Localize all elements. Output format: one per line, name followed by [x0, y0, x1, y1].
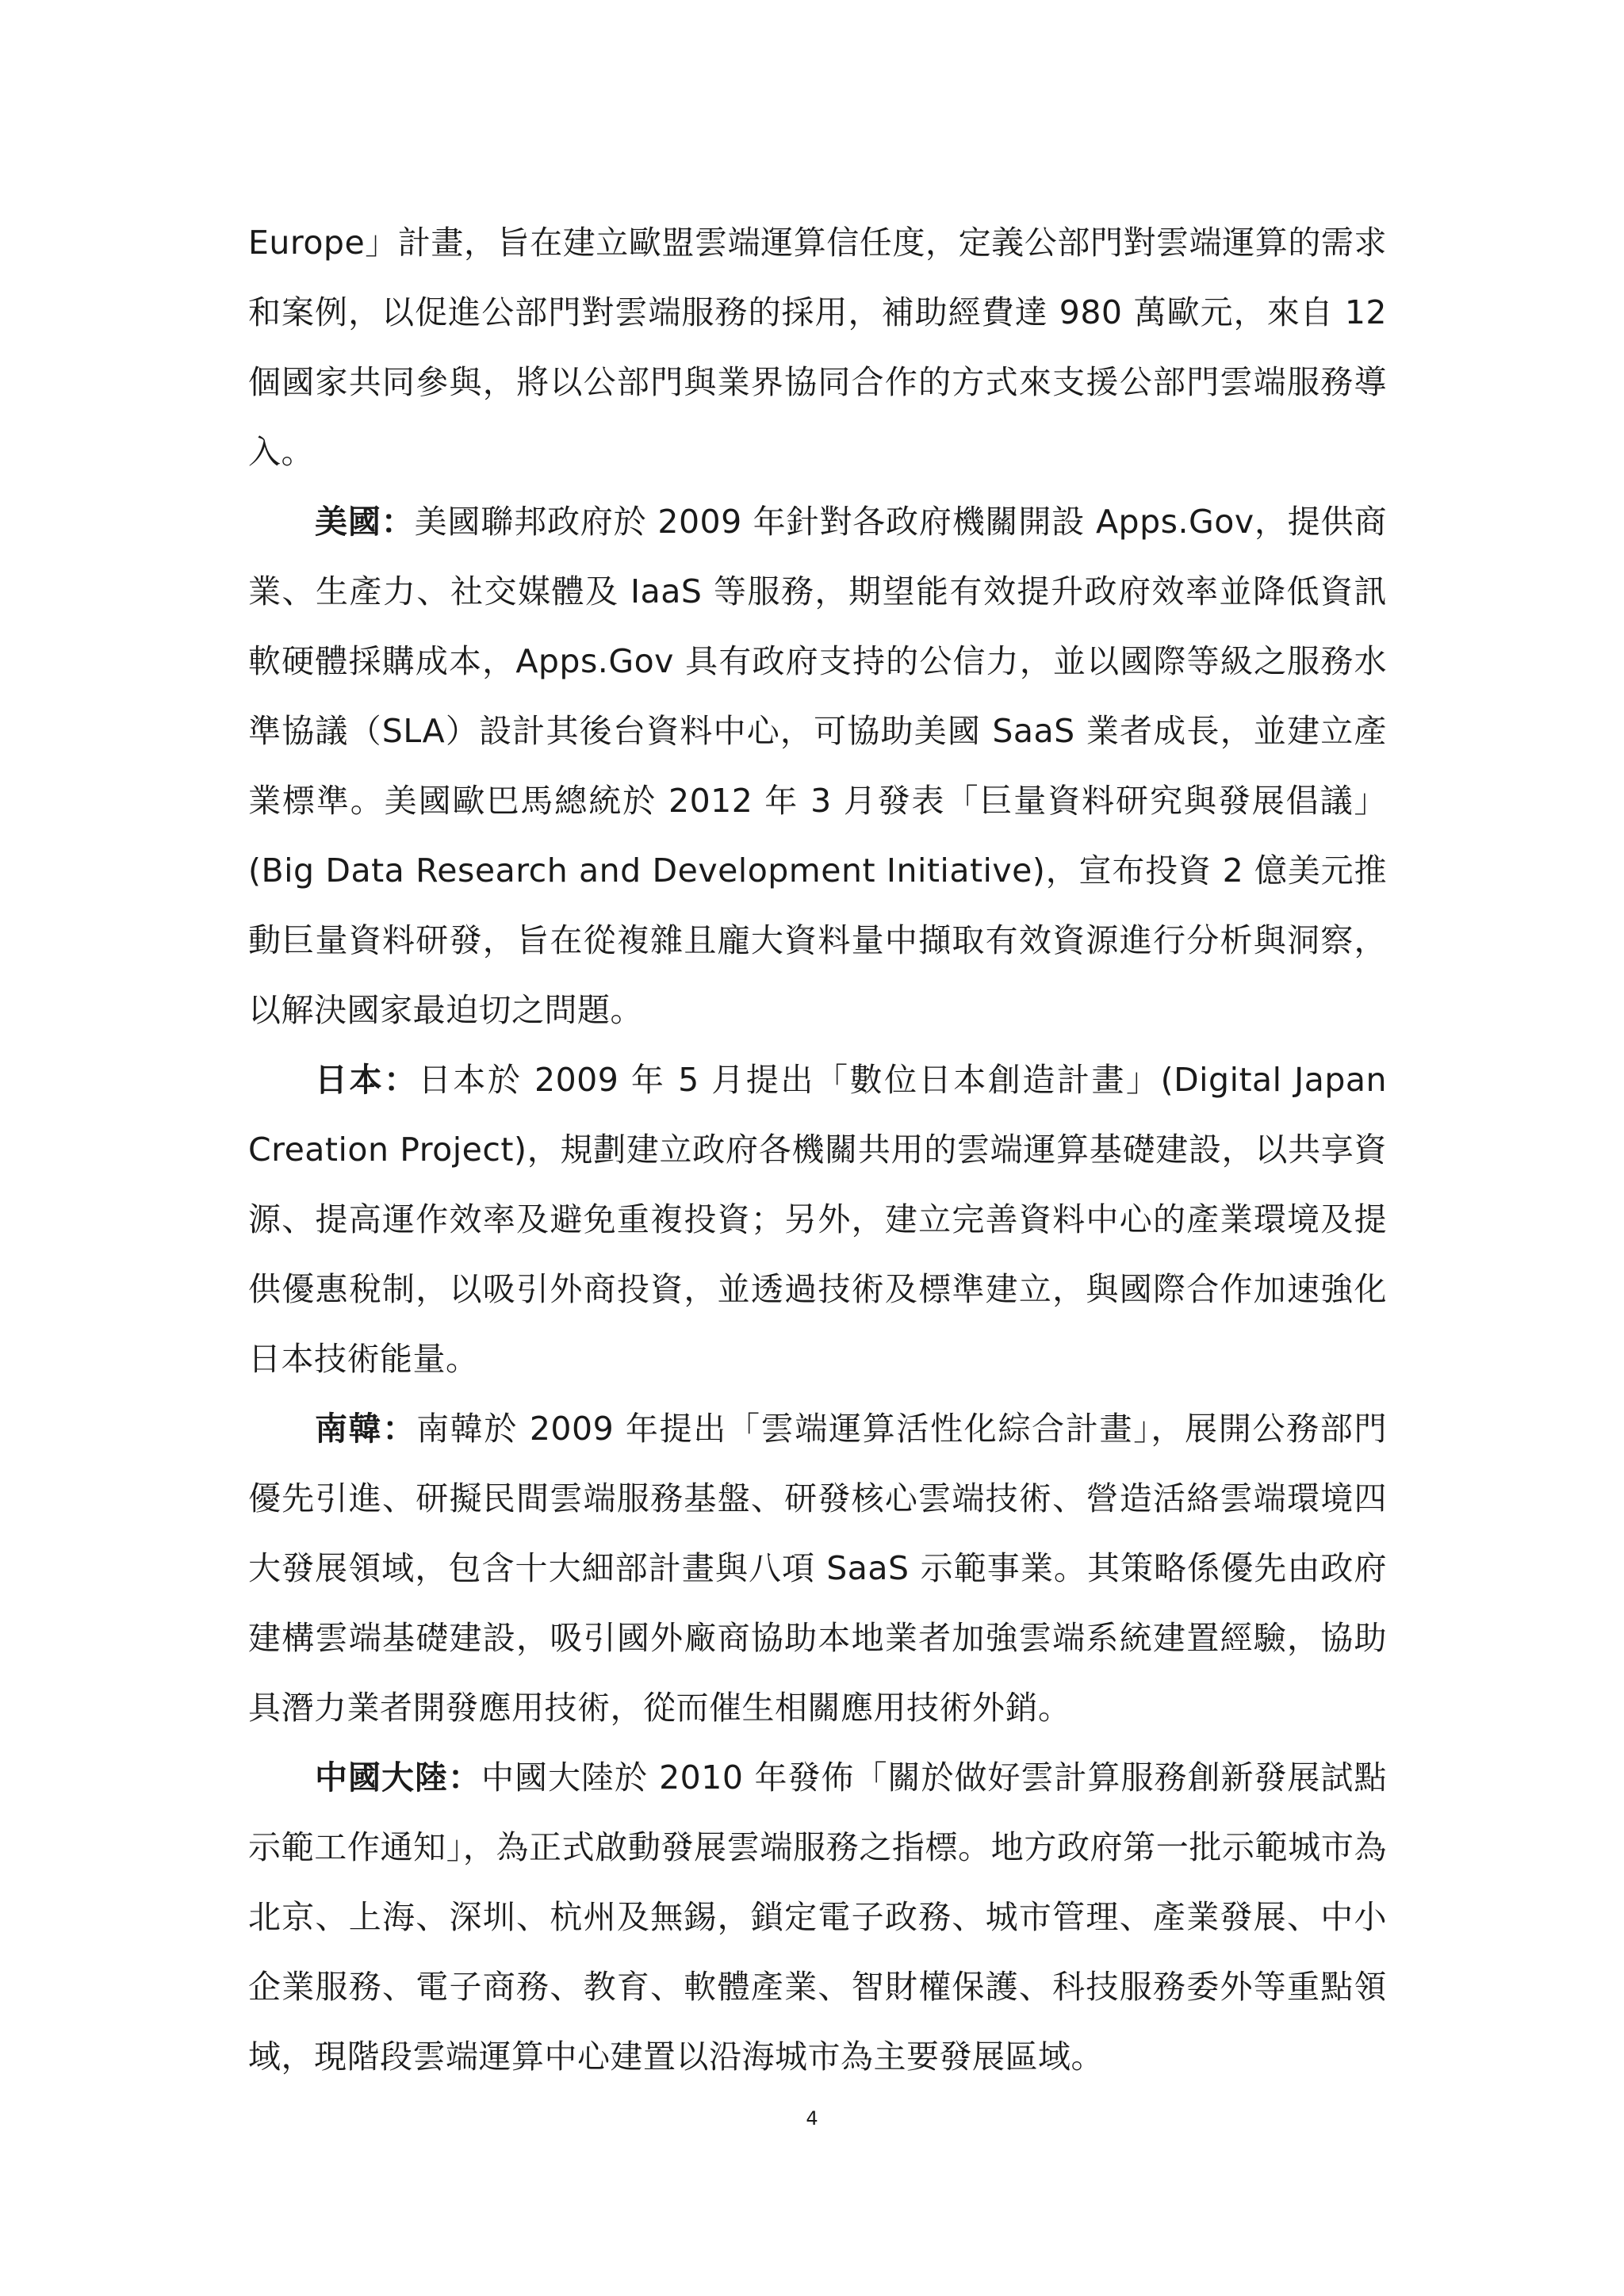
paragraph-china: [248, 1743, 1387, 2091]
paragraph-lead-korea: 南韓：: [315, 1410, 417, 1448]
paragraph-lead-usa: 美國：: [315, 503, 415, 541]
paragraph-japan: [248, 1045, 1387, 1394]
paragraph-text: 中國大陸於 2010 年發佈「關於做好雲計算服務創新發展試點示範工作通知」，為正式啟動發展雲端服務之指標。地方政府第一批示範城市為北京、上海、深圳、杭州及無錫，鎖定電子政務、城市管理、產業發展、中小企業服務、電子商務、教育、軟體產業、智財權保護、科技服務委外等重點領域，現階段雲端運算中心建置以沿海城市為主要發展區域。: [248, 1758, 1387, 2076]
paragraph-text: 日本於 2009 年 5 月提出「數位日本創造計畫」(Digital Japan Creation Project)，規劃建立政府各機關共用的雲端運算基礎建設，以共享資源、提高運作效率及避免重複投資；另外，建立完善資料中心的產業環境及提供優惠稅制，以吸引外商投資，並透過技術及標準建立，與國際合作加速強化日本技術能量。: [248, 1061, 1388, 1378]
paragraph-text: 美國聯邦政府於 2009 年針對各政府機關開設 Apps.Gov，提供商業、生產力、社交媒體及 IaaS 等服務，期望能有效提升政府效率並降低資訊軟硬體採購成本，Apps.Gov 具有政府支持的公信力，並以國際等級之服務水準協議（SLA）設計其後台資料中心，可協助美國 SaaS 業者成長，並建立產業標準。美國歐巴馬總統於 2012 年 3 月發表「巨量資料研究與發展倡議」(Big Data Research and Development Initiative)，宣布投資 2 億美元推動巨量資料研發，旨在從複雜且龐大資料量中擷取有效資源進行分析與洞察，以解決國家最迫切之問題。: [248, 503, 1387, 1029]
paragraph-text: Europe」計畫，旨在建立歐盟雲端運算信任度，定義公部門對雲端運算的需求和案例，以促進公部門對雲端服務的採用，補助經費達 980 萬歐元，來自 12 個國家共同參與，將以公部門與業界協同合作的方式來支援公部門雲端服務導入。: [248, 224, 1387, 471]
paragraph-text: 南韓於 2009 年提出「雲端運算活性化綜合計畫」，展開公務部門優先引進、研擬民間雲端服務基盤、研發核心雲端技術、營造活絡雲端環境四大發展領域，包含十大細部計畫與八項 SaaS 示範事業。其策略係優先由政府建構雲端基礎建設，吸引國外廠商協助本地業者加強雲端系統建置經驗，協助具潛力業者開發應用技術，從而催生相關應用技術外銷。: [248, 1410, 1388, 1727]
paragraph-usa: [248, 487, 1387, 1045]
paragraph-korea: [248, 1394, 1387, 1743]
paragraph-lead-china: 中國大陸：: [315, 1758, 482, 1797]
document-body: [248, 208, 1387, 2091]
page-number: 4: [806, 2107, 818, 2130]
paragraph-eu-continuation: [248, 208, 1387, 487]
paragraph-lead-japan: 日本：: [315, 1061, 419, 1099]
